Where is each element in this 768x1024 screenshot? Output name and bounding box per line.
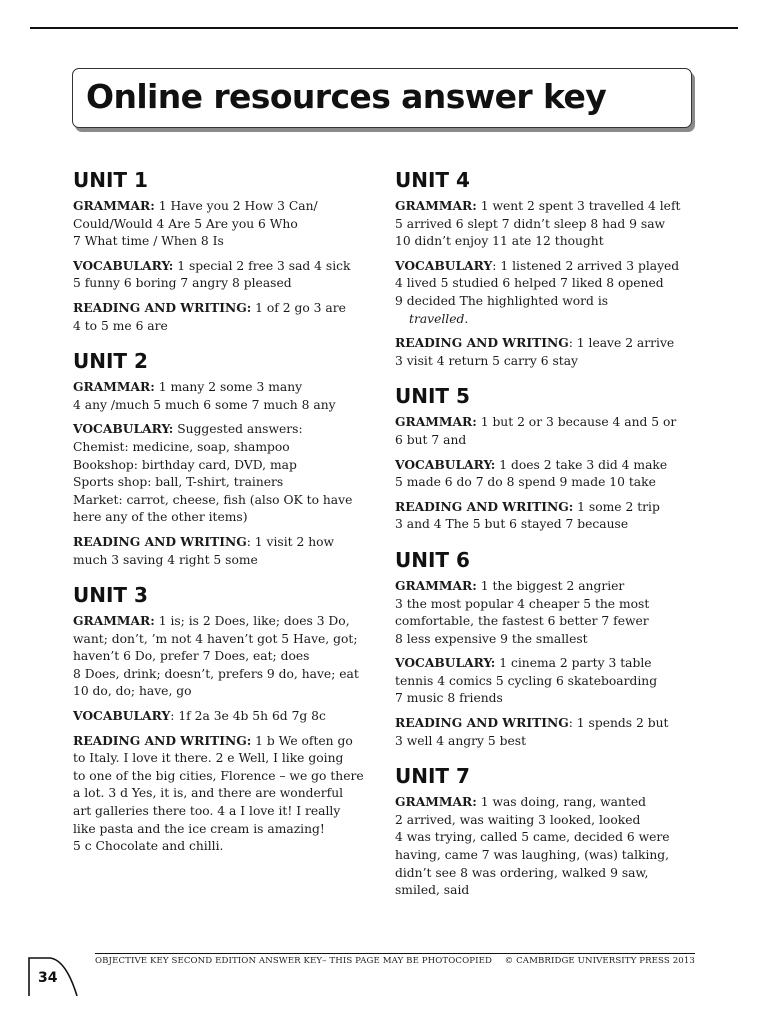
section-label: READING AND WRITING [395, 715, 569, 731]
answer-line: 1 the biggest 2 angrier [476, 578, 625, 593]
section-label: GRAMMAR: [73, 379, 155, 395]
answer-line: a lot. 3 d Yes, it is, and there are wonderful [73, 786, 344, 801]
section-label: GRAMMAR: [395, 198, 477, 213]
trailing-punctuation: . [464, 311, 469, 326]
section-label: VOCABULARY [395, 257, 493, 273]
answer-line: Chemist: medicine, soap, shampoo [73, 439, 290, 454]
answer-line: smiled, said [395, 883, 470, 898]
section-label: VOCABULARY: [395, 456, 496, 472]
answer-line: 5 funny 6 boring 7 angry 8 pleased [73, 276, 292, 291]
answer-line: 2 arrived, was waiting 3 looked, looked [395, 812, 641, 827]
answer-line: much 3 saving 4 right 5 some [73, 552, 258, 567]
answer-line: tennis 4 comics 5 cycling 6 skateboarding [395, 673, 658, 688]
reading-and-writing-answers [395, 334, 700, 370]
answer-line: 10 do, do; have, go [73, 684, 192, 699]
unit-5 [395, 384, 700, 534]
unit-heading: UNIT 2 [73, 349, 148, 374]
section-label: VOCABULARY [73, 708, 171, 724]
section-label: READING AND WRITING: [395, 498, 574, 514]
unit-heading: UNIT 5 [395, 384, 470, 409]
answer-line: to Italy. I love it there. 2 e Well, I like going [73, 751, 344, 766]
answer-line: 10 didn’t enjoy 11 ate 12 thought [395, 234, 604, 249]
reading-and-writing-answers [395, 714, 700, 750]
answer-line: 3 and 4 The 5 but 6 stayed 7 because [395, 517, 629, 532]
vocabulary-answers [73, 420, 378, 527]
answer-line: 7 What time / When 8 Is [73, 234, 224, 249]
section-label: READING AND WRITING: [73, 299, 252, 315]
answer-line: 5 made 6 do 7 do 8 spend 9 made 10 take [395, 475, 656, 490]
answer-line: 4 lived 5 studied 6 helped 7 liked 8 opened [395, 276, 664, 291]
reading-and-writing-answers [73, 533, 378, 569]
highlighted-word: travelled [409, 311, 465, 326]
answer-line: 5 c Chocolate and chilli. [73, 839, 224, 854]
vocabulary-answers [73, 707, 378, 726]
answer-line: 4 to 5 me 6 are [73, 318, 168, 333]
section-label: GRAMMAR: [395, 414, 477, 430]
section-label: GRAMMAR: [395, 577, 477, 593]
answer-line: like pasta and the ice cream is amazing! [73, 821, 325, 836]
unit-2 [73, 349, 378, 569]
right-column [395, 168, 700, 906]
answer-line: : 1f 2a 3e 4b 5h 6d 7g 8c [170, 709, 326, 724]
grammar-answers [395, 197, 700, 251]
answer-line: : 1 visit 2 how [246, 534, 335, 549]
answer-line: 7 music 8 friends [395, 691, 503, 706]
answer-line: 1 b We often go [251, 733, 353, 748]
answer-line: 1 Have you 2 How 3 Can/ [154, 199, 318, 213]
answer-line: here any of the other items) [73, 510, 248, 525]
answer-line: Bookshop: birthday card, DVD, map [73, 457, 297, 472]
grammar-answers [73, 197, 378, 251]
answer-line: 3 the most popular 4 cheaper 5 the most [395, 596, 650, 611]
unit-4 [395, 168, 700, 370]
answer-line: comfortable, the fastest 6 better 7 fewer [395, 614, 649, 629]
answer-line: 4 was trying, called 5 came, decided 6 were [395, 830, 670, 845]
section-label: READING AND WRITING: [73, 732, 252, 748]
answer-line: 3 well 4 angry 5 best [395, 733, 527, 748]
grammar-answers [395, 793, 700, 900]
page-title: Online resources answer key [86, 77, 607, 116]
reading-and-writing-answers [73, 732, 378, 856]
answer-line: 6 but 7 and [395, 432, 467, 447]
answer-line: 1 was doing, rang, wanted [476, 795, 647, 810]
footer-rule [95, 953, 695, 954]
answer-line: 1 many 2 some 3 many [154, 380, 303, 395]
footer-copyright: © CAMBRIDGE UNIVERSITY PRESS 2013 [504, 956, 695, 966]
unit-heading: UNIT 1 [73, 168, 148, 192]
grammar-answers [395, 413, 700, 449]
answer-line: 5 arrived 6 slept 7 didn’t sleep 8 had 9 saw [395, 216, 666, 231]
reading-and-writing-answers [73, 299, 378, 335]
section-label: VOCABULARY: [73, 257, 174, 273]
grammar-answers [73, 378, 378, 414]
vocabulary-answers [395, 456, 700, 492]
vocabulary-answers [395, 257, 700, 328]
unit-heading: UNIT 4 [395, 168, 470, 192]
section-label: GRAMMAR: [395, 794, 477, 810]
answer-line: Market: carrot, cheese, fish (also OK to have [73, 492, 353, 507]
unit-3 [73, 583, 378, 856]
answer-line: : 1 spends 2 but [568, 716, 669, 731]
answer-line: 8 less expensive 9 the smallest [395, 631, 588, 646]
answer-line: Suggested answers: [173, 422, 303, 437]
answer-line: Could/Would 4 Are 5 Are you 6 Who [73, 216, 298, 231]
unit-heading: UNIT 3 [73, 583, 148, 608]
answer-line: 9 decided The highlighted word is [395, 293, 609, 308]
vocabulary-answers [395, 654, 700, 708]
answer-line: Sports shop: ball, T-shirt, trainers [73, 475, 284, 490]
answer-line: 1 special 2 free 3 sad 4 sick [173, 258, 351, 273]
reading-and-writing-answers [395, 498, 700, 534]
unit-6 [395, 548, 700, 750]
section-label: VOCABULARY: [395, 655, 496, 671]
answer-line: 1 does 2 take 3 did 4 make [495, 457, 668, 472]
unit-1 [73, 168, 378, 335]
grammar-answers [395, 577, 700, 648]
answer-line: : 1 listened 2 arrived 3 played [492, 258, 680, 273]
answer-line: : 1 leave 2 arrive [568, 336, 675, 351]
answer-line: want; don’t, ’m not 4 haven’t got 5 Have, got; [73, 631, 358, 646]
answer-line: 1 cinema 2 party 3 table [495, 656, 652, 671]
answer-line: art galleries there too. 4 a I love it! I really [73, 804, 341, 819]
answer-line: to one of the big cities, Florence – we go there [73, 768, 364, 783]
answer-line: 1 some 2 trip [573, 499, 660, 514]
unit-heading: UNIT 7 [395, 764, 470, 789]
answer-line: didn’t see 8 was ordering, walked 9 saw, [395, 865, 649, 880]
vocabulary-answers [73, 257, 378, 293]
answer-line: 1 of 2 go 3 are [251, 300, 346, 315]
section-label: GRAMMAR: [73, 613, 155, 629]
answer-line: having, came 7 was laughing, (was) talking, [395, 848, 670, 863]
section-label: READING AND WRITING [395, 335, 569, 351]
section-label: GRAMMAR: [73, 198, 155, 213]
section-label: VOCABULARY: [73, 421, 174, 437]
answer-line: haven’t 6 Do, prefer 7 Does, eat; does [73, 649, 310, 664]
top-rule [30, 27, 738, 29]
title-box [72, 68, 692, 128]
answer-line: 8 Does, drink; doesn’t, prefers 9 do, have; eat [73, 666, 359, 681]
answer-line: 1 is; is 2 Does, like; does 3 Do, [154, 614, 350, 629]
footer-copy-notice: OBJECTIVE KEY SECOND EDITION ANSWER KEY– THIS PAGE MAY BE PHOTOCOPIED [95, 956, 492, 966]
footer [95, 956, 695, 966]
left-column [73, 168, 378, 862]
unit-7 [395, 764, 700, 900]
unit-heading: UNIT 6 [395, 547, 470, 572]
answer-line: 1 but 2 or 3 because 4 and 5 or [476, 415, 677, 430]
grammar-answers [73, 612, 378, 701]
page-number: 34 [38, 970, 58, 986]
answer-line: 1 went 2 spent 3 travelled 4 left [476, 199, 681, 213]
answer-line: 3 visit 4 return 5 carry 6 stay [395, 353, 578, 368]
answer-line: 4 any /much 5 much 6 some 7 much 8 any [73, 397, 336, 412]
section-label: READING AND WRITING [73, 533, 247, 549]
